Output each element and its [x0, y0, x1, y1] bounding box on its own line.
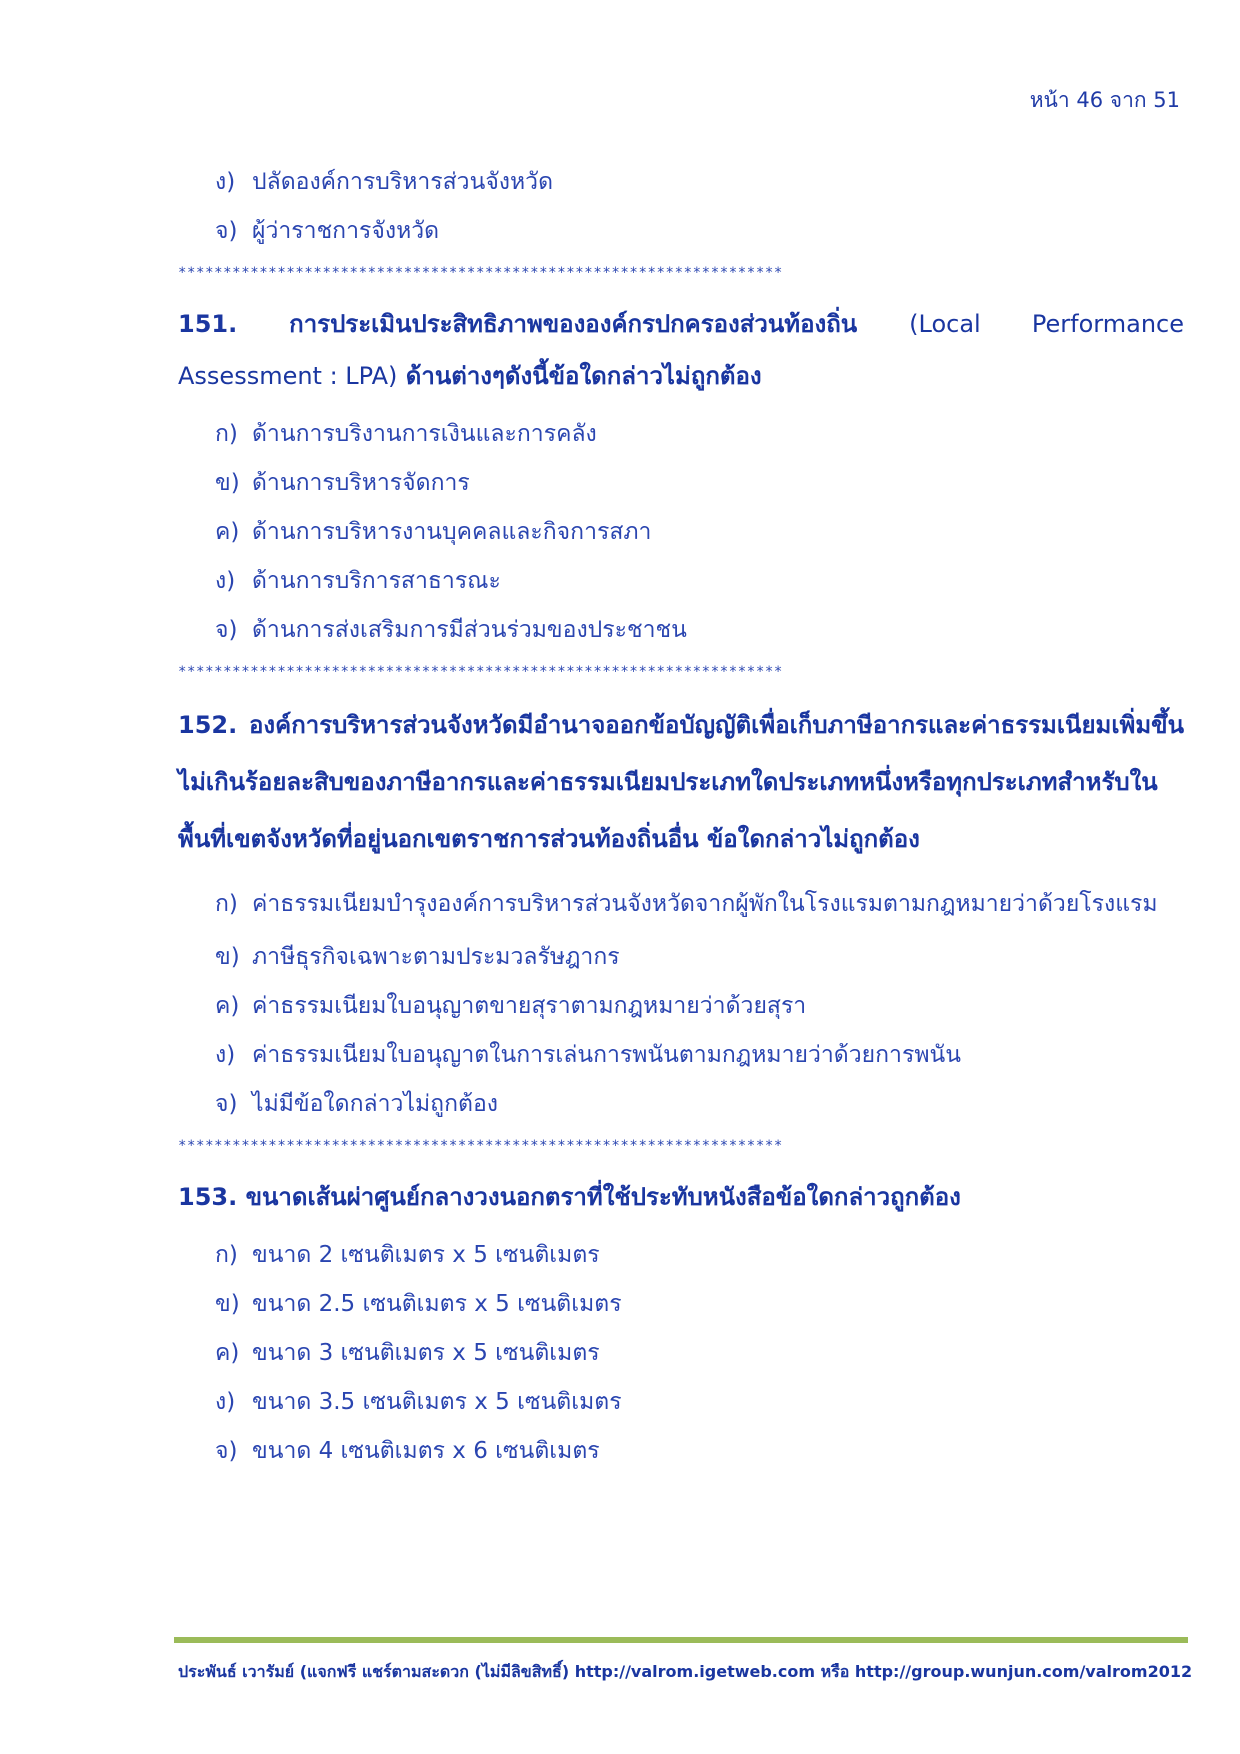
- list-item: [178, 1329, 1184, 1378]
- question-number: 151.: [178, 310, 238, 338]
- question-text-english: (Local Performance Assessment : LPA): [178, 310, 1185, 390]
- question-text: องค์การบริหารส่วนจังหวัดมีอำนาจออกข้อบัญญัติเพื่อเก็บภาษีอากรและค่าธรรมเนียมเพิ่มขึ้นไม่เกินร้อยละสิบของภาษีอากรและค่าธรรมเนียมประเภทใดประเภทหนึ่งหรือทุกประเภทสำหรับในพื้นที่เขตจังหวัดที่อยู่นอกเขตราชการส่วนท้องถิ่นอื่น ข้อใดกล่าวไม่ถูกต้อง: [178, 711, 1184, 853]
- list-item: [178, 158, 1184, 207]
- option-text: ด้านการบริการสาธารณะ: [252, 568, 501, 594]
- option-text: ขนาด 3.5 เซนติเมตร x 5 เซนติเมตร: [252, 1389, 622, 1415]
- option-text: ขนาด 2 เซนติเมตร x 5 เซนติเมตร: [252, 1242, 600, 1268]
- question-text: ขนาดเส้นผ่าศูนย์กลางวงนอกตราที่ใช้ประทับหนังสือข้อใดกล่าวถูกต้อง: [245, 1183, 961, 1211]
- question-153: [178, 1171, 1184, 1223]
- option-text: ด้านการบริหารงานบุคคลและกิจการสภา: [252, 519, 652, 545]
- option-text: ด้านการบริงานการเงินและการคลัง: [252, 421, 597, 447]
- option-label: ก): [215, 421, 238, 447]
- option-label: ก): [215, 1242, 238, 1268]
- option-text: ขนาด 4 เซนติเมตร x 6 เซนติเมตร: [252, 1438, 600, 1464]
- option-label: ค): [215, 519, 240, 545]
- question-text: การประเมินประสิทธิภาพขององค์กรปกครองส่วนท้องถิ่น: [289, 310, 858, 338]
- footer-divider: [174, 1637, 1188, 1643]
- option-label: ก): [215, 891, 238, 917]
- option-text: ค่าธรรมเนียมบำรุงองค์การบริหารส่วนจังหวัดจากผู้พักในโรงแรมตามกฎหมายว่าด้วยโรงแรม: [252, 891, 1158, 917]
- list-item: [178, 557, 1184, 606]
- page-content: [178, 158, 1184, 1476]
- option-text: ด้านการส่งเสริมการมีส่วนร่วมของประชาชน: [252, 617, 687, 643]
- separator: *******************************************************************: [178, 664, 783, 680]
- separator: *******************************************************************: [178, 265, 783, 281]
- question-number: 153.: [178, 1183, 238, 1211]
- option-label: ง): [215, 169, 236, 195]
- option-text: ขนาด 2.5 เซนติเมตร x 5 เซนติเมตร: [252, 1291, 622, 1317]
- list-item: [178, 1378, 1184, 1427]
- footer-credit: ประพันธ์ เวารัมย์ (แจกฟรี แชร์ตามสะดวก (ไม่มีลิขสิทธิ์) http://valrom.igetweb.com หรือ http://group.wunjun.com/valrom2012: [178, 1662, 1193, 1681]
- list-item: [178, 933, 1184, 982]
- list-item: [178, 1427, 1184, 1476]
- list-item: [178, 876, 1184, 933]
- list-item: [178, 1080, 1184, 1129]
- list-item: [178, 459, 1184, 508]
- question-152: [178, 697, 1184, 868]
- option-text: ด้านการบริหารจัดการ: [252, 470, 470, 496]
- list-item: [178, 508, 1184, 557]
- option-text: ภาษีธุรกิจเฉพาะตามประมวลรัษฎากร: [252, 944, 620, 970]
- option-label: ข): [215, 470, 240, 496]
- option-text: ค่าธรรมเนียมใบอนุญาตขายสุราตามกฎหมายว่าด้วยสุรา: [252, 993, 807, 1019]
- list-item: [178, 410, 1184, 459]
- question-151: [178, 298, 1184, 402]
- option-label: จ): [215, 218, 238, 244]
- option-label: ข): [215, 944, 240, 970]
- option-label: ค): [215, 993, 240, 1019]
- option-label: จ): [215, 617, 238, 643]
- option-label: จ): [215, 1091, 238, 1117]
- list-item: [178, 1280, 1184, 1329]
- question-number: 152.: [178, 711, 238, 739]
- list-item: [178, 982, 1184, 1031]
- option-text: ผู้ว่าราชการจังหวัด: [252, 218, 440, 244]
- list-item: [178, 1031, 1184, 1080]
- option-text: ขนาด 3 เซนติเมตร x 5 เซนติเมตร: [252, 1340, 600, 1366]
- option-text: ปลัดองค์การบริหารส่วนจังหวัด: [252, 169, 554, 195]
- list-item: [178, 207, 1184, 256]
- option-label: จ): [215, 1438, 238, 1464]
- option-label: ง): [215, 568, 236, 594]
- page-indicator: หน้า 46 จาก 51: [1029, 88, 1180, 112]
- option-label: ง): [215, 1389, 236, 1415]
- option-label: ข): [215, 1291, 240, 1317]
- option-text: ไม่มีข้อใดกล่าวไม่ถูกต้อง: [252, 1091, 499, 1117]
- option-label: ง): [215, 1042, 236, 1068]
- option-label: ค): [215, 1340, 240, 1366]
- separator: *******************************************************************: [178, 1138, 783, 1154]
- list-item: [178, 606, 1184, 655]
- question-text-tail: ด้านต่างๆดังนี้ข้อใดกล่าวไม่ถูกต้อง: [405, 362, 762, 390]
- option-text: ค่าธรรมเนียมใบอนุญาตในการเล่นการพนันตามกฎหมายว่าด้วยการพนัน: [252, 1042, 961, 1068]
- list-item: [178, 1231, 1184, 1280]
